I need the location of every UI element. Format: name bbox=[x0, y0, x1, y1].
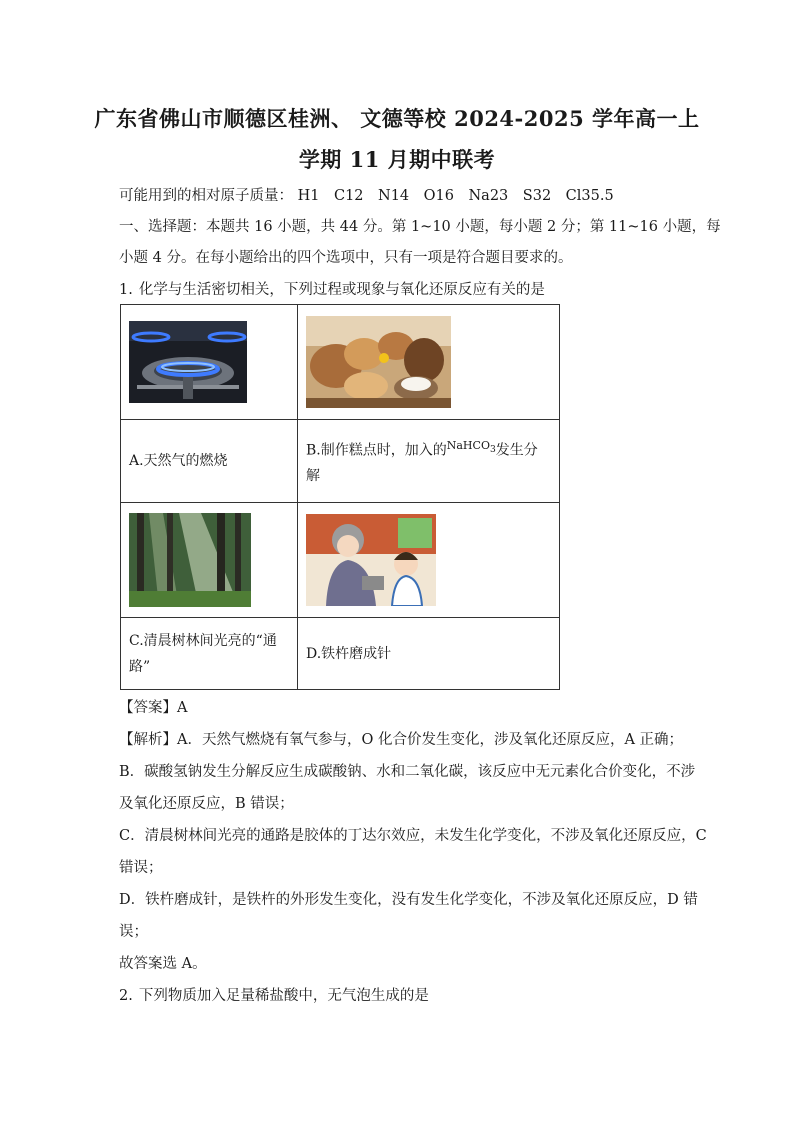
title-line-1: 广东省佛山市顺德区桂洲、 文德等校 2024-2025 学年高一上 bbox=[94, 106, 700, 131]
option-c-line-2: 路” bbox=[129, 658, 151, 675]
analysis-line-2: B．碳酸氢钠发生分解反应生成碳酸钠、水和二氧化碳，该反应中无元素化合价变化，不涉 bbox=[119, 764, 696, 780]
gas-flame-image bbox=[129, 321, 247, 403]
option-d-cell bbox=[298, 618, 560, 690]
analysis-line-3: 及氧化还原反应，B 错误； bbox=[119, 796, 294, 812]
analysis-line-6: D．铁杵磨成针，是铁杵的外形发生变化，没有发生化学变化，不涉及氧化还原反应，D 错 bbox=[119, 892, 698, 908]
iron-rod-needle-image bbox=[306, 514, 436, 606]
option-d-image-cell bbox=[298, 503, 560, 618]
option-a-image-cell bbox=[121, 305, 298, 420]
option-c-line-1: C.清晨树林间光亮的“通 bbox=[129, 632, 277, 649]
question-1-stem bbox=[119, 280, 679, 300]
option-b-line-2: 解 bbox=[306, 468, 320, 485]
section-intro-line-2: 小题 4 分。在每小题给出的四个选项中，只有一项是符合题目要求的。 bbox=[119, 250, 573, 266]
atomic-mass-line: 可能用到的相对原子质量： H1 C12 N14 O16 Na23 S32 Cl35.5 bbox=[119, 188, 614, 204]
question-2-number: 2. bbox=[119, 988, 133, 1004]
question-1-text: 化学与生活密切相关，下列过程或现象与氧化还原反应有关的是 bbox=[138, 282, 545, 298]
question-2-stem bbox=[119, 986, 679, 1006]
question-1-answer: 【答案】A bbox=[119, 700, 188, 716]
forest-light-image bbox=[129, 513, 251, 607]
option-c-cell bbox=[121, 618, 298, 690]
option-d-label: D.铁杵磨成针 bbox=[306, 645, 392, 662]
analysis-line-5: 错误； bbox=[119, 860, 163, 876]
analysis-line-4: C．清晨树林间光亮的通路是胶体的丁达尔效应，未发生化学变化，不涉及氧化还原反应，C bbox=[119, 828, 707, 844]
analysis-line-7: 误； bbox=[119, 924, 148, 940]
question-1-options-table bbox=[120, 304, 560, 690]
question-1-number: 1. bbox=[119, 282, 133, 298]
sodium-bicarbonate-formula: NaHCO3 bbox=[446, 438, 496, 455]
option-c-image-cell bbox=[121, 503, 298, 618]
option-b-image-cell bbox=[298, 305, 560, 420]
option-b-cell bbox=[298, 420, 560, 503]
title-line-2: 学期 11 月期中联考 bbox=[298, 147, 496, 172]
option-b-prefix: B.制作糕点时，加入的 bbox=[306, 442, 447, 459]
analysis-line-8: 故答案选 A。 bbox=[119, 956, 207, 972]
section-intro-line-1: 一、选择题：本题共 16 小题，共 44 分。第 1~10 小题，每小题 2 分；第 11~16 小题，每 bbox=[119, 219, 721, 235]
bread-baking-image bbox=[306, 316, 451, 408]
option-b-suffix: 发生分 bbox=[495, 442, 538, 459]
option-b-line-1 bbox=[306, 433, 551, 464]
option-a-label: A.天然气的燃烧 bbox=[129, 453, 228, 469]
analysis-line-1: 【解析】A．天然气燃烧有氧气参与，O 化合价发生变化，涉及氧化还原反应，A 正确； bbox=[119, 732, 684, 748]
question-2-text: 下列物质加入足量稀盐酸中，无气泡生成的是 bbox=[138, 988, 429, 1004]
option-a-cell bbox=[121, 420, 298, 503]
